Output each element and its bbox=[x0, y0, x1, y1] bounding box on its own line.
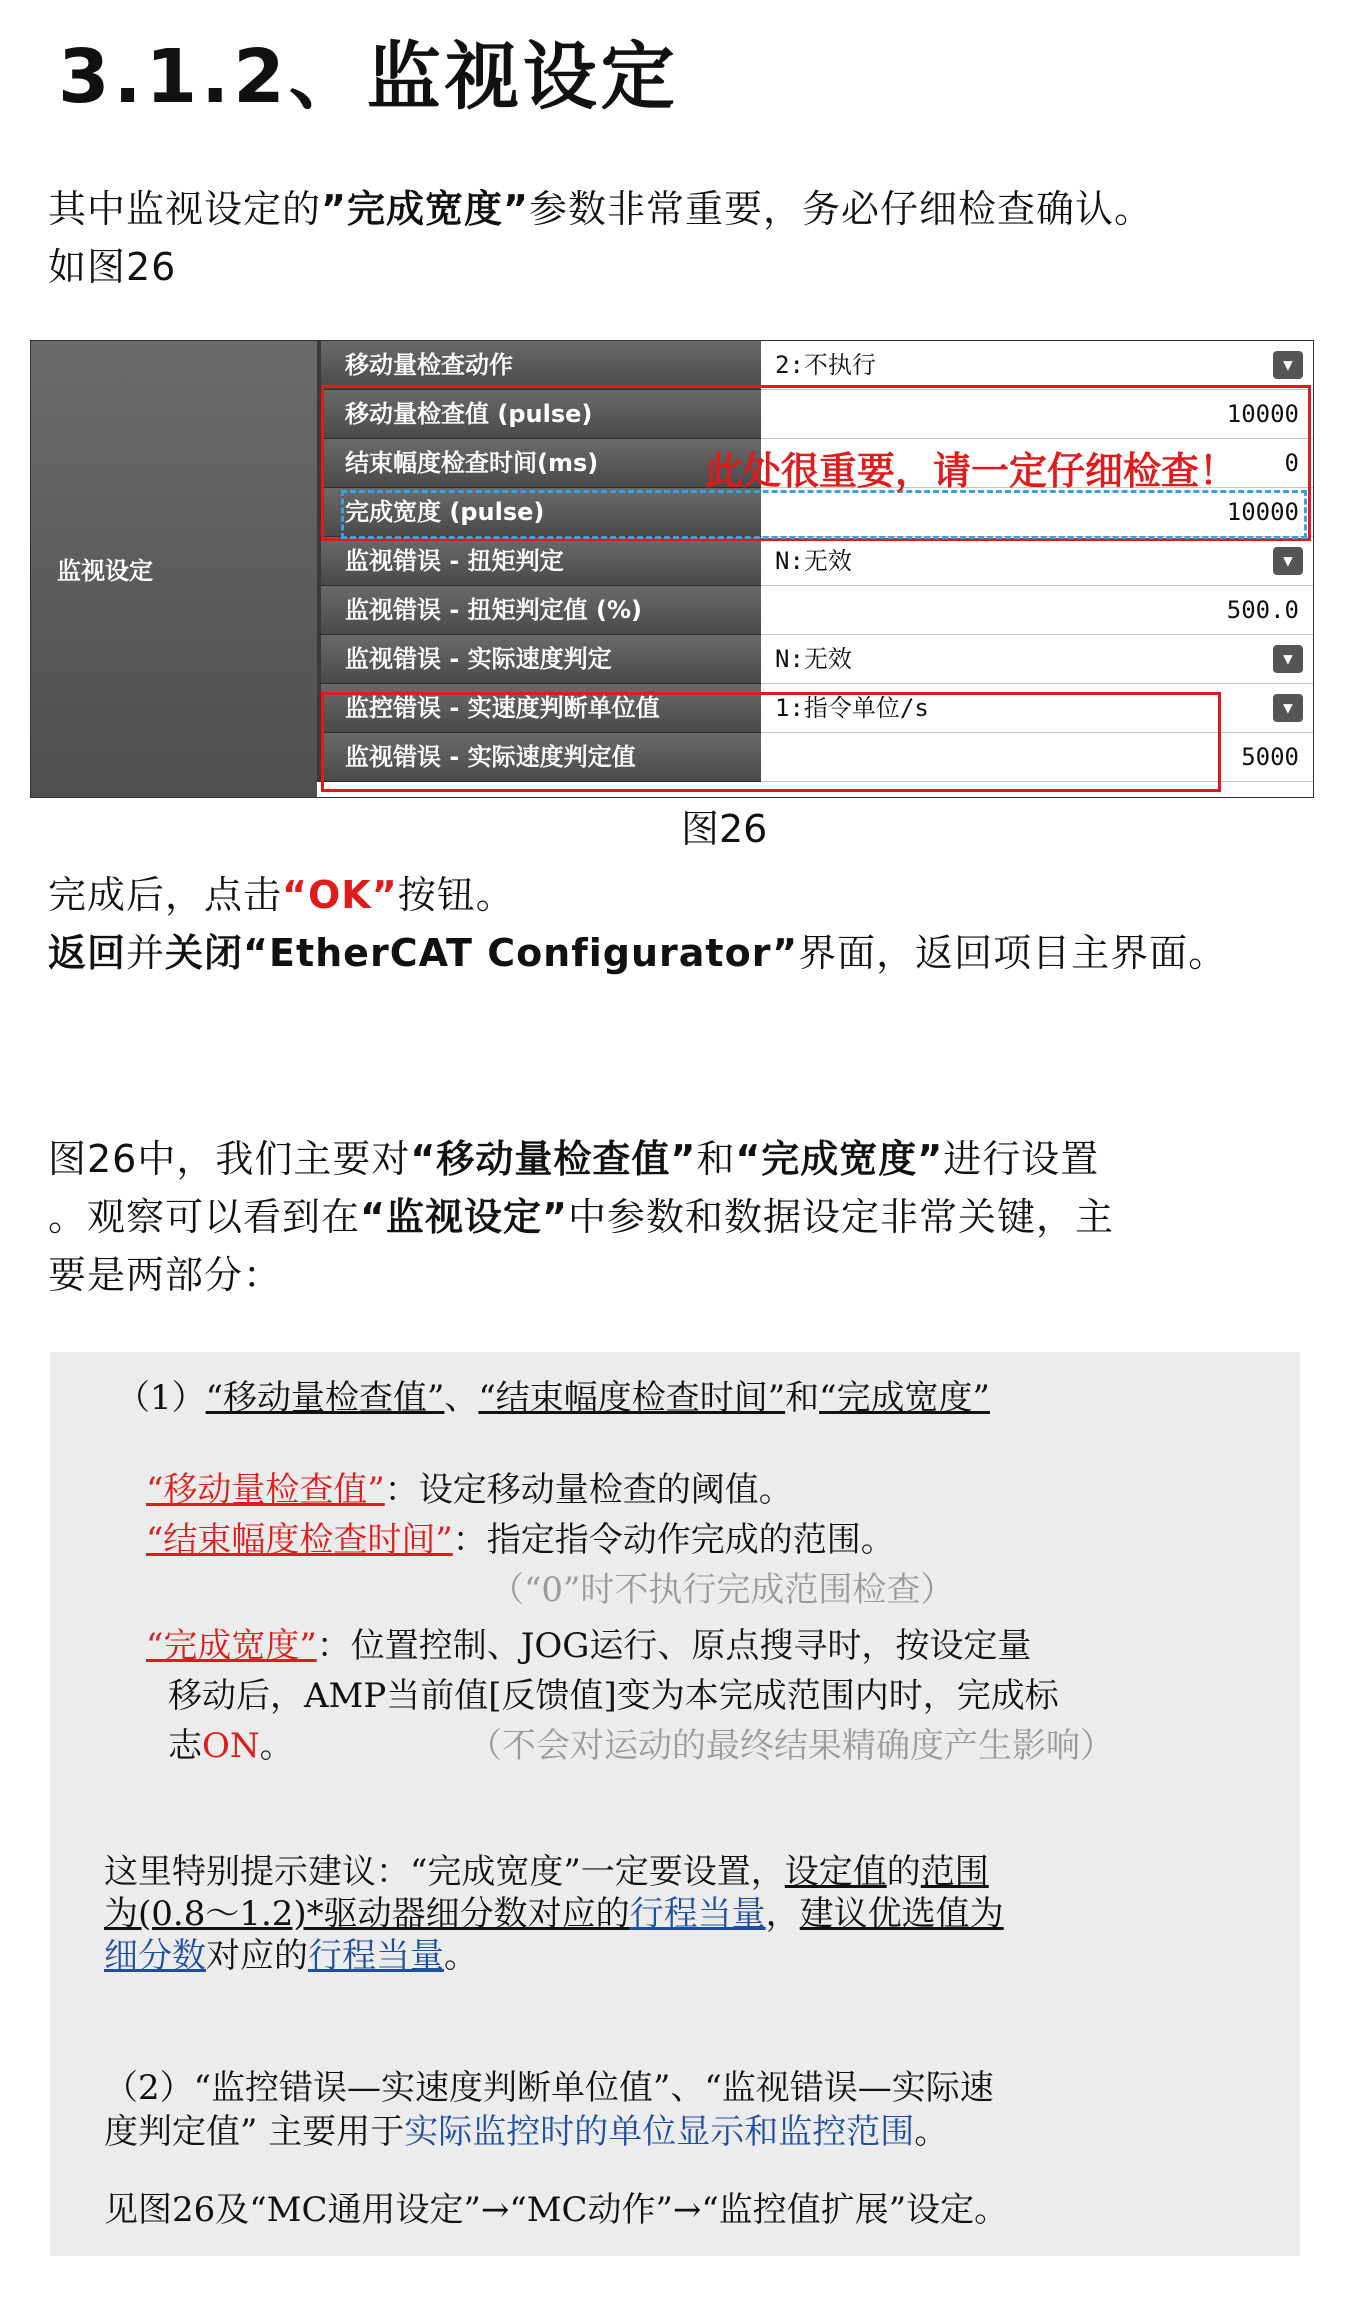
definition-2 bbox=[146, 1516, 895, 1564]
blue-term: 细分数 bbox=[104, 1936, 206, 1976]
para-bold: “监视设定” bbox=[360, 1195, 568, 1239]
text: 志 bbox=[168, 1726, 202, 1766]
blue-term: 实际监控时的单位显示和监控范围 bbox=[404, 2112, 915, 2152]
box-heading-1 bbox=[116, 1374, 990, 1422]
term-red: “移动量检查值” bbox=[146, 1470, 385, 1510]
term: “完成宽度” bbox=[819, 1378, 990, 1418]
suggestion-line1 bbox=[104, 1848, 989, 1896]
term-red: “结束幅度检查时间” bbox=[146, 1520, 453, 1560]
row-label: 移动量检查值 (pulse) bbox=[317, 390, 761, 439]
term: “移动量检查值” bbox=[205, 1378, 445, 1418]
intro-paragraph bbox=[48, 180, 1153, 296]
return-text-end: 界面，返回项目主界面。 bbox=[798, 931, 1228, 975]
para-bold: “完成宽度” bbox=[735, 1137, 944, 1181]
chevron-down-icon[interactable]: ▼ bbox=[1273, 547, 1303, 575]
text: 。 bbox=[444, 1936, 478, 1976]
suggestion-line3 bbox=[104, 1932, 478, 1980]
done-text-end: 按钮。 bbox=[397, 873, 515, 917]
term: “结束幅度检查时间” bbox=[478, 1378, 786, 1418]
blue-term: 行程当量 bbox=[308, 1936, 444, 1976]
table-row bbox=[317, 537, 1313, 586]
row-value-input[interactable]: 5000 bbox=[761, 733, 1313, 782]
figure-caption: 图26 bbox=[681, 807, 768, 851]
underlined: 为(0.8～1.2)*驱动器细分数对应的 bbox=[104, 1894, 630, 1934]
table-row bbox=[317, 341, 1313, 390]
definition-text: ：位置控制、JOG运行、原点搜寻时，按设定量 bbox=[316, 1626, 1032, 1666]
highlight-box-blue bbox=[341, 490, 1307, 539]
item-number: （1） bbox=[116, 1378, 206, 1418]
chevron-down-icon[interactable]: ▼ bbox=[1273, 645, 1303, 673]
row-value: 2:不执行 bbox=[775, 351, 876, 379]
part2-line1: （2）“监控错误—实速度判断单位值”、“监视错误—实际速 bbox=[104, 2068, 994, 2108]
return-text: 并 bbox=[126, 931, 166, 975]
row-value-select[interactable] bbox=[761, 537, 1313, 586]
intro-text: 其中监视设定的 bbox=[48, 187, 322, 231]
row-label: 监视错误 - 扭矩判定 bbox=[317, 537, 761, 586]
text: 的 bbox=[886, 1852, 921, 1892]
row-value-input[interactable]: 0 bbox=[761, 439, 1313, 488]
row-label: 监控错误 - 实速度判断单位值 bbox=[317, 684, 761, 733]
term-red: “完成宽度” bbox=[146, 1626, 317, 1666]
ok-label: “OK” bbox=[282, 873, 398, 917]
chevron-down-icon[interactable]: ▼ bbox=[1273, 351, 1303, 379]
text: ， bbox=[765, 1894, 800, 1934]
text: 。 bbox=[259, 1726, 294, 1766]
important-note: 此处很重要，请一定仔细检查！ bbox=[705, 449, 1238, 493]
para-text: 中参数和数据设定非常关键，主 bbox=[567, 1195, 1114, 1239]
row-value: N:无效 bbox=[775, 547, 852, 575]
underlined: 范围 bbox=[920, 1852, 989, 1892]
highlight-box-red bbox=[321, 692, 1221, 792]
definition-1 bbox=[146, 1466, 793, 1514]
text: 对应的 bbox=[206, 1936, 308, 1976]
monitor-settings-table bbox=[30, 340, 1314, 798]
chevron-down-icon[interactable]: ▼ bbox=[1273, 694, 1303, 722]
group-label: 监视设定 bbox=[57, 557, 153, 585]
explanation-box bbox=[50, 1352, 1300, 2256]
separator: 、 bbox=[444, 1378, 479, 1418]
para-text: 图26中，我们主要对 bbox=[48, 1137, 411, 1181]
para-text: 。观察可以看到在 bbox=[48, 1195, 361, 1239]
return-bold: 返回 bbox=[48, 931, 127, 975]
done-text: 完成后，点击 bbox=[48, 873, 283, 917]
on-label: ON bbox=[202, 1726, 260, 1766]
definition-text: ：指定指令动作完成的范围。 bbox=[452, 1520, 895, 1560]
text: 。 bbox=[914, 2112, 949, 2152]
section-heading: 3.1.2、监视设定 bbox=[58, 34, 679, 120]
definition-3-line2: 移动后，AMP当前值[反馈值]变为本完成范围内时，完成标 bbox=[168, 1676, 1059, 1716]
para-text: 进行设置 bbox=[943, 1137, 1100, 1181]
blue-term: 行程当量 bbox=[629, 1894, 766, 1934]
row-label: 监视错误 - 实际速度判定 bbox=[317, 635, 761, 684]
definition-note: （“0”时不执行完成范围检查） bbox=[490, 1570, 955, 1610]
para-text: 和 bbox=[696, 1137, 736, 1181]
definition-3 bbox=[146, 1622, 1031, 1670]
see-reference: 见图26及“MC通用设定”→“MC动作”→“监控值扩展”设定。 bbox=[104, 2190, 1009, 2230]
para-bold: “移动量检查值” bbox=[410, 1137, 697, 1181]
table-row bbox=[317, 586, 1313, 635]
intro-text-end: 参数非常重要，务必仔细检查确认。 bbox=[528, 187, 1153, 231]
close-configurator-bold: 关闭“EtherCAT Configurator” bbox=[165, 931, 799, 975]
row-value-input[interactable]: 500.0 bbox=[761, 586, 1313, 635]
suggestion-line2 bbox=[104, 1890, 1004, 1938]
group-cell bbox=[31, 341, 317, 797]
definition-3-note: （不会对运动的最终结果精确度产生影响） bbox=[468, 1726, 1114, 1766]
done-paragraph bbox=[48, 866, 1227, 982]
definition-text: ：设定移动量检查的阈值。 bbox=[384, 1470, 793, 1510]
row-label: 完成宽度 (pulse) bbox=[317, 488, 761, 537]
para-text: 要是两部分： bbox=[48, 1253, 283, 1297]
row-label: 结束幅度检查时间(ms) bbox=[317, 439, 761, 488]
row-label: 监视错误 - 扭矩判定值 (%) bbox=[317, 586, 761, 635]
text: 度判定值” 主要用于 bbox=[104, 2112, 405, 2152]
underlined: 设定值 bbox=[784, 1852, 887, 1892]
text: 这里特别提示建议：“完成宽度”一定要设置， bbox=[104, 1852, 785, 1892]
row-value: N:无效 bbox=[775, 645, 852, 673]
part2-line2 bbox=[104, 2108, 948, 2156]
row-label: 监视错误 - 实际速度判定值 bbox=[317, 733, 761, 782]
row-value-select[interactable] bbox=[761, 635, 1313, 684]
row-value-input[interactable]: 10000 bbox=[761, 390, 1313, 439]
conjunction: 和 bbox=[785, 1378, 820, 1418]
analysis-paragraph bbox=[48, 1130, 1114, 1304]
intro-bold: ”完成宽度” bbox=[321, 187, 529, 231]
row-label: 移动量检查动作 bbox=[317, 341, 761, 390]
row-value-input[interactable]: 10000 bbox=[761, 488, 1313, 537]
definition-3-line3 bbox=[168, 1722, 294, 1770]
underlined: 建议优选值为 bbox=[799, 1894, 1004, 1934]
row-value: 1:指令单位/s bbox=[775, 694, 929, 722]
intro-line2: 如图26 bbox=[48, 245, 177, 289]
row-value-select[interactable] bbox=[761, 341, 1313, 390]
table-row bbox=[317, 635, 1313, 684]
